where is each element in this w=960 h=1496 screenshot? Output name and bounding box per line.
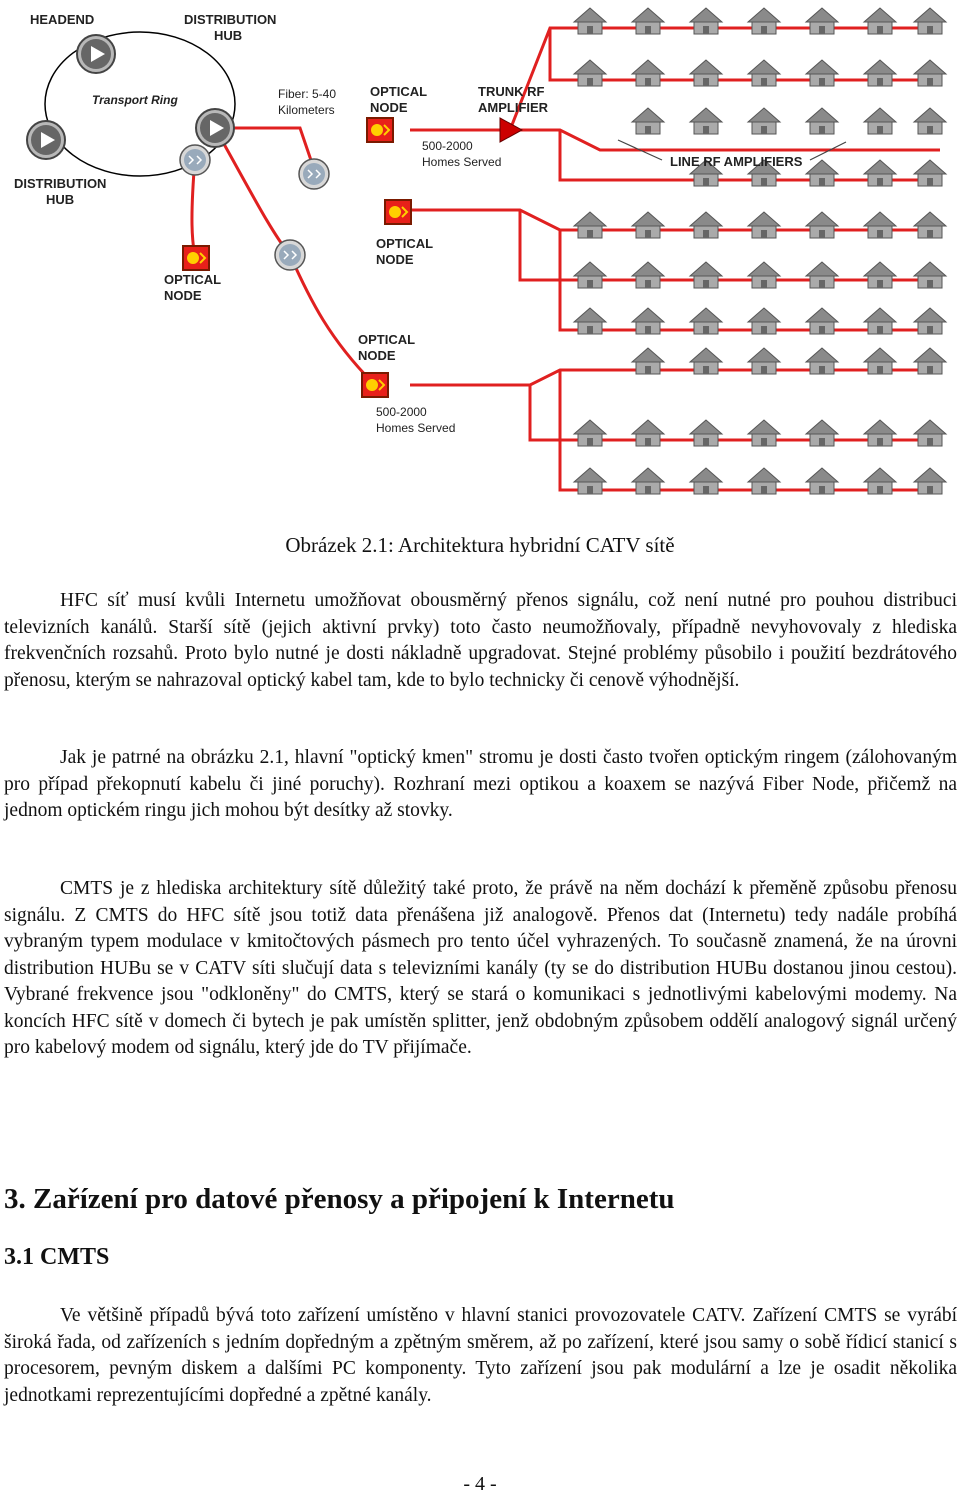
optical-node-label: NODE (164, 288, 202, 303)
paragraph-4 (4, 1303, 957, 1409)
optical-node-label: OPTICAL (370, 84, 428, 99)
homes-served-label: Homes Served (376, 421, 456, 435)
paragraph-2 (4, 745, 957, 825)
distribution-hub-icon (196, 109, 234, 147)
homes-served-label: 500-2000 (376, 405, 427, 419)
transport-ring-label: Transport Ring (92, 93, 178, 107)
distribution-hub-label: HUB (46, 192, 75, 207)
optical-node-icon (367, 118, 393, 142)
subsection-heading: 3.1 CMTS (4, 1244, 110, 1270)
hfc-architecture-diagram (0, 0, 960, 510)
figure-caption: Obrázek 2.1: Architektura hybridní CATV sítě (285, 533, 675, 557)
distribution-hub-label: DISTRIBUTION (184, 12, 277, 27)
section-heading: 3. Zařízení pro datové přenosy a připojení k Internetu (4, 1183, 675, 1215)
homes-served-label: 500-2000 (422, 139, 473, 153)
headend-icon (77, 35, 115, 73)
paragraph-3 (4, 876, 957, 1062)
trunk-amplifier-label: TRUNK RF (478, 84, 545, 99)
distribution-hub-label: DISTRIBUTION (14, 176, 107, 191)
paragraph-2-first-line: Jak je patrné na obrázku 2.1, hlavní "optický kmen" stromu je dosti často tvořen optickým (60, 747, 779, 768)
homes-served-label: Homes Served (422, 155, 502, 169)
satellite-hub-icon (275, 240, 305, 270)
paragraph-4-first-line: Ve většině případů bývá toto zařízení umístěno v hlavní stanici provozovatele CATV. (60, 1305, 746, 1326)
headend-label: HEADEND (30, 12, 95, 27)
page-number: - 4 - (463, 1473, 497, 1495)
fiber-label: Fiber: 5-40 (278, 87, 337, 101)
optical-node-label: NODE (358, 348, 396, 363)
optical-node-icon (362, 373, 388, 397)
fiber-label: Kilometers (278, 103, 335, 117)
optical-node-label: OPTICAL (164, 272, 222, 287)
distribution-hub-icon (27, 121, 65, 159)
trunk-amplifier-label: AMPLIFIER (478, 100, 549, 115)
paragraph-3-body: způsobu přenosu signálu. Z CMTS do HFC sítě jsou totiž data přenášena již analogově. Přenos dat (Internetu) tedy nadále probíhá vybraným typem modulace v kmitočtových pásmech pro tento účel vyhrazených. To současně znamená, že na úrovni distribution HUBu se v CATV síti slučují data s televizními kanály (ty se do distribution HUBu dostanou jinou cestou). Vybrané frekvence jsou "odkloněny" do CMTS, který se stará o komunikaci s jednotlivými kabelovými modemy. Na koncích HFC sítě v domech či bytech je pak umístěn splitter, jenž obdobným způsobem oddělí analogový signál určený pro kabelový modem od signálu, který jde do TV přijímače. (4, 878, 958, 1058)
line-rf-amplifiers-label: LINE RF AMPLIFIERS (670, 154, 803, 169)
paragraph-1 (4, 588, 957, 694)
optical-node-label: OPTICAL (376, 236, 434, 251)
satellite-hub-icon (180, 145, 210, 175)
optical-node-label: OPTICAL (358, 332, 416, 347)
paragraph-4-body: Zařízení CMTS se vyrábí široká řada, od zařízeních s jedním dopředným a zpětným směrem, až po zařízení, které jsou samy o sobě řídicí stanicí s procesorem, pevným diskem a dalšími PC komponenty. Tyto zařízení jsou pak modulární a lze je osadit několika jednotkami reprezentujícími dopředné a zpětné kanály. (4, 1305, 958, 1406)
satellite-hub-icon (299, 159, 329, 189)
distribution-hub-label: HUB (214, 28, 243, 43)
trunk-amplifier-icon (500, 118, 522, 142)
paragraph-1-body: pouhou distribuci televizních kanálů. Starší sítě (jejich aktivní prvky) toto často neumožňovaly, případně nevyhovovaly z hlediska frekvenčních rozsahů. Proto bylo nutné je dosti nákladně upgradovat. Stejné problémy působilo i použití bezdrátového přenosu, kterým se nahrazoval optický kabel tam, kde to bylo technicky či cenově výhodnější. (4, 590, 957, 691)
optical-node-icon (183, 246, 209, 270)
paragraph-3-first-line: CMTS je z hlediska architektury sítě důležitý také proto, že právě na něm dochází k přeměně (60, 878, 817, 899)
optical-node-label: NODE (370, 100, 408, 115)
optical-node-label: NODE (376, 252, 414, 267)
paragraph-2-body: ringem (zálohovaným pro případ překopnutí kabelu či jiné poruchy). Rozhraní mezi optikou a koaxem se nazývá Fiber Node, přičemž na jednom optickém ringu jich mohou být desítky až stovky. (4, 747, 957, 821)
paragraph-1-first-line: HFC síť musí kvůli Internetu umožňovat obousměrný přenos signálu, což není nutné pro (60, 590, 807, 611)
optical-node-icon (385, 200, 411, 224)
